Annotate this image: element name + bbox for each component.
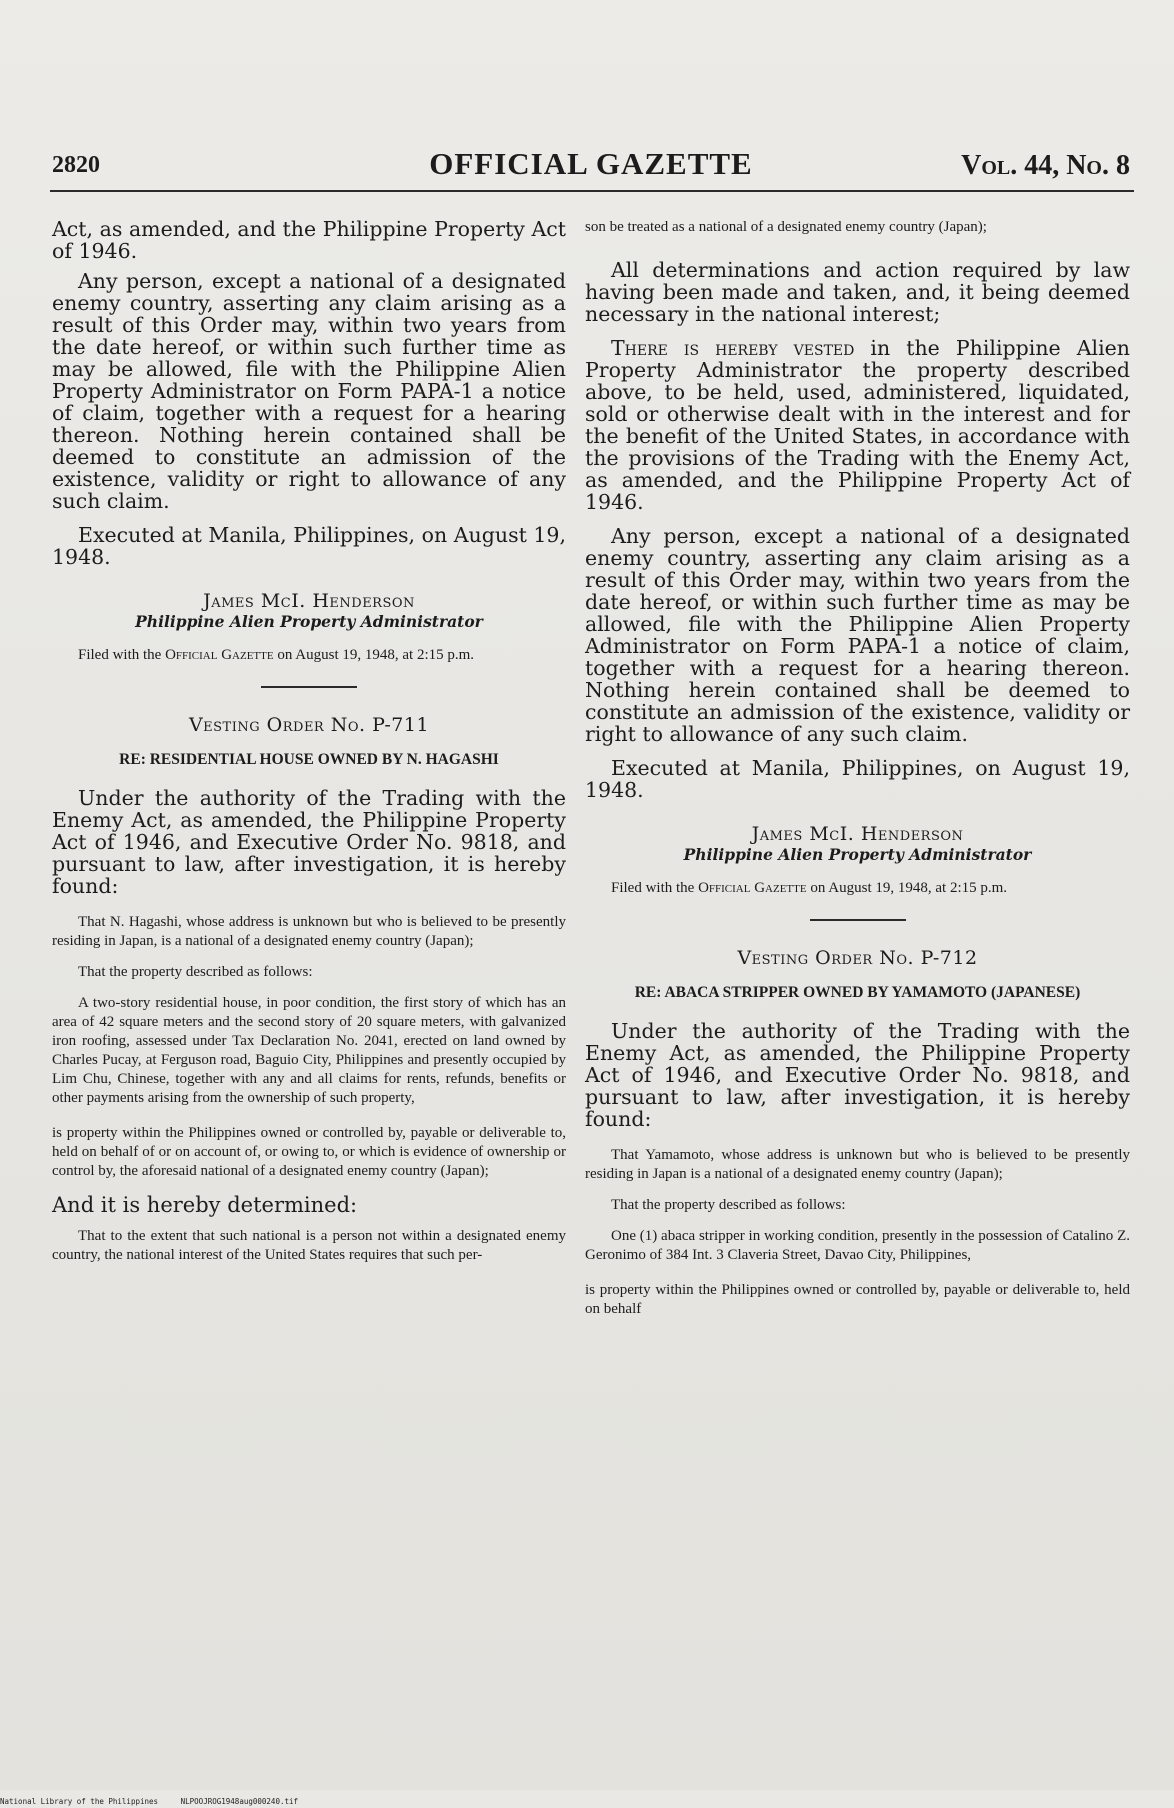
vesting-order-title: Vesting Order No. P-712 (737, 947, 978, 969)
right-column (585, 218, 1130, 1319)
signature-block (585, 823, 1130, 864)
finding: That N. Hagashi, whose address is unknown but who is believed to be presently residing in Japan, is a national of a designated enemy country (Japan); (52, 914, 566, 949)
finding: That the property described as follows: (611, 1197, 846, 1213)
finding: That the property described as follows: (78, 964, 313, 980)
paragraph: Executed at Manila, Philippines, on August 19, 1948. (585, 756, 1130, 802)
finding: One (1) abaca stripper in working condition, presently in the possession of Catalino Z. Geronimo of 384 Int. 3 Claveria Street, Davao City, Philippines, (585, 1228, 1130, 1263)
scan-filename: NLPOOJROG1948aug000240.tif (180, 1797, 299, 1806)
finding: That to the extent that such national is a person not within a designated enemy country, the national interest of the United States requires that such per- (52, 1228, 566, 1263)
vesting-order-subject: RE: ABACA STRIPPER OWNED BY YAMAMOTO (JAPANESE) (634, 984, 1081, 1001)
filing-note: Filed with the Official Gazette on August 19, 1948, at 2:15 p.m. (78, 647, 475, 663)
finding: is property within the Philippines owned or controlled by, payable or deliverable to, held on behalf (585, 1282, 1130, 1317)
vesting-order-title: Vesting Order No. P-711 (188, 714, 430, 736)
paragraph: Executed at Manila, Philippines, on August 19, 1948. (52, 523, 566, 569)
finding: is property within the Philippines owned or controlled by, payable or deliverable to, held on behalf of or on account of, or owing to, or which is evidence of ownership or control by, the aforesaid national of a designated enemy country (Japan); (52, 1125, 566, 1179)
determination-heading: And it is hereby determined: (52, 1193, 358, 1217)
library-credit: National Library of the Philippines (0, 1797, 159, 1806)
paragraph: There is hereby vested in the Philippine Alien Property Administrator the property described above, to be held, used, administered, liquidated, sold or otherwise dealt with in the interest and for the benefit of the United States, in accordance with the provisions of the Trading with the Enemy Act, as amended, and the Philippine Property Act of 1946. (585, 336, 1130, 514)
paragraph: All determinations and action required by law having been made and taken, and, it being deemed necessary in the national interest; (585, 258, 1130, 326)
vesting-order-subject: RE: RESIDENTIAL HOUSE OWNED BY N. HAGASHI (119, 751, 499, 768)
section-divider (261, 686, 357, 688)
header-rule (50, 190, 1134, 192)
volume-number: Vol. 44, No. 8 (961, 150, 1130, 181)
signatory-title: Philippine Alien Property Administrator (135, 612, 483, 631)
paragraph: Under the authority of the Trading with the Enemy Act, as amended, the Philippine Property Act of 1946, and Executive Order No. 9818, and pursuant to law, after investigation, it is hereby found: (52, 786, 566, 898)
signatory-title: Philippine Alien Property Administrator (683, 845, 1032, 864)
publication-title: OFFICIAL GAZETTE (429, 146, 753, 181)
paragraph: Act, as amended, and the Philippine Property Act of 1946. (52, 217, 566, 263)
finding: That Yamamoto, whose address is unknown but who is believed to be presently residing in Japan is a national of a designated enemy country (Japan); (585, 1147, 1130, 1182)
signatory-name: James McI. Henderson (203, 590, 415, 612)
finding: A two-story residential house, in poor condition, the first story of which has an area of 42 square meters and the second story of 20 square meters, with galvanized iron roofing, assessed under Tax Declaration No. 2041, erected on land owned by Charles Pucay, at Ferguson road, Baguio City, Philippines and presently occupied by Lim Chu, Chinese, together with any and all claims for rents, refunds, benefits or other payments arising from the ownership of such property, (52, 995, 566, 1106)
paragraph: Under the authority of the Trading with the Enemy Act, as amended, the Philippine Property Act of 1946, and Executive Order No. 9818, and pursuant to law, after investigation, it is hereby found: (585, 1019, 1130, 1131)
paragraph: son be treated as a national of a designated enemy country (Japan); (585, 219, 987, 235)
section-divider (810, 919, 906, 921)
page-number: 2820 (52, 152, 100, 178)
left-column (52, 218, 566, 1265)
scan-footer (0, 1797, 298, 1806)
signature-block (52, 590, 566, 631)
signatory-name: James McI. Henderson (751, 823, 964, 845)
paragraph: Any person, except a national of a designated enemy country, asserting any claim arising as a result of this Order may, within two years from the date hereof, or within such further time as may be allowed, file with the Philippine Alien Property Administrator on Form PAPA-1 a notice of claim, together with a request for a hearing thereon. Nothing herein contained shall be deemed to constitute an admission of the existence, validity or right to allowance of any such claim. (52, 269, 566, 513)
page-header (52, 146, 1130, 190)
filing-note: Filed with the Official Gazette on August 19, 1948, at 2:15 p.m. (611, 880, 1008, 896)
paragraph: Any person, except a national of a designated enemy country, asserting any claim arising as a result of this Order may, within two years from the date hereof, or within such further time as may be allowed, file with the Philippine Alien Property Administrator on Form PAPA-1 a notice of claim, together with a request for a hearing thereon. Nothing herein contained shall be deemed to constitute an admission of the existence, validity or right to allowance of any such claim. (585, 524, 1130, 746)
